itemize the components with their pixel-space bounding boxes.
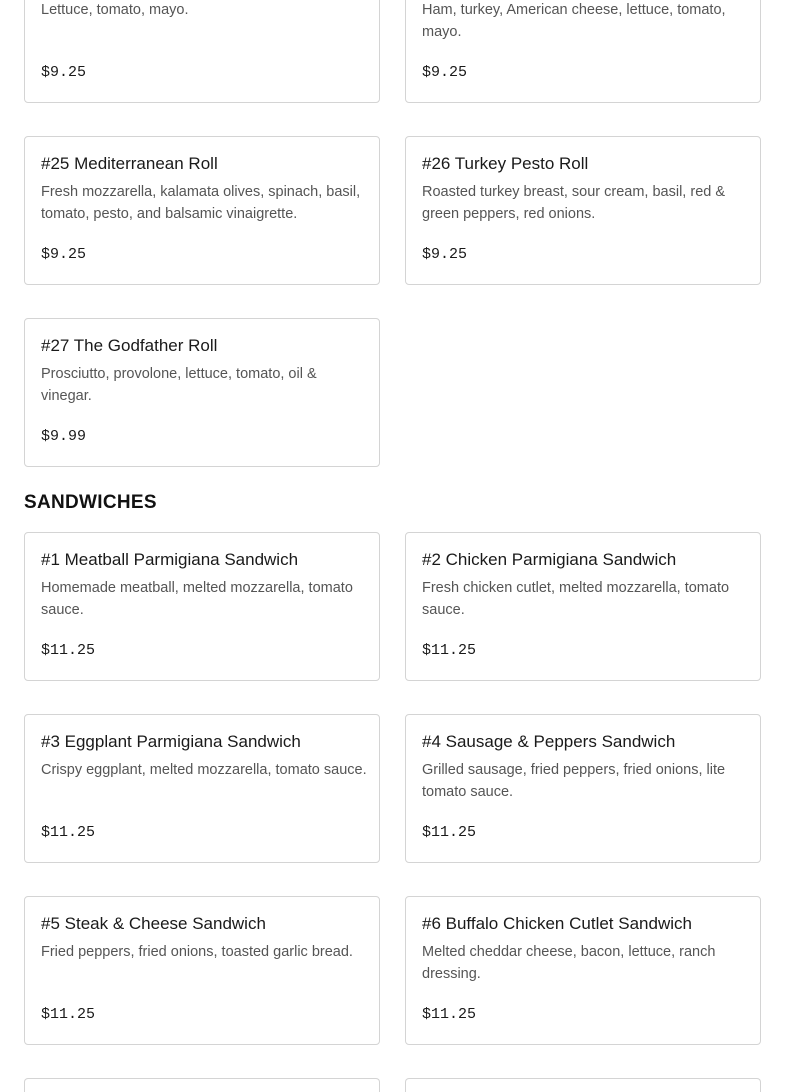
menu-item-price: $11.25 [422,1006,477,1023]
menu-item-price: $9.25 [422,64,468,81]
menu-item-description: Lettuce, tomato, mayo. [41,2,189,18]
menu-item-card[interactable] [405,896,761,1045]
section-title-sandwiches: SANDWICHES [24,492,157,513]
menu-item-name: #1 Meatball Parmigiana Sandwich [41,550,299,569]
menu-item-description: Crispy eggplant, melted mozzarella, tomato sauce. [41,762,367,778]
menu-item-card[interactable] [405,714,761,863]
menu-item-description: Grilled sausage, fried peppers, fried onions, lite tomato sauce. [422,762,726,800]
menu-item-description: Ham, turkey, American cheese, lettuce, tomato, mayo. [422,2,726,40]
menu-item-card[interactable] [405,1078,761,1092]
menu-item-description: Prosciutto, provolone, lettuce, tomato, oil & vinegar. [41,366,317,404]
menu-item-card[interactable] [24,532,380,681]
menu-item-price: $11.25 [41,642,96,659]
menu-item-description: Homemade meatball, melted mozzarella, tomato sauce. [41,580,353,618]
menu-item-description: Fried peppers, fried onions, toasted garlic bread. [41,944,353,960]
menu-item-price: $9.25 [422,246,468,263]
menu-item-card[interactable] [24,714,380,863]
menu-item-price: $9.25 [41,64,87,81]
menu-item-price: $9.99 [41,428,87,445]
menu-item-price: $9.25 [41,246,87,263]
menu-item-description: Fresh chicken cutlet, melted mozzarella, tomato sauce. [422,580,730,618]
menu-item-name: #2 Chicken Parmigiana Sandwich [422,550,677,569]
menu-item-card[interactable] [405,136,761,285]
menu-item-card[interactable] [24,1078,380,1092]
menu-item-card[interactable] [405,0,761,103]
menu-item-description: Melted cheddar cheese, bacon, lettuce, ranch dressing. [422,944,716,982]
menu-item-name: #6 Buffalo Chicken Cutlet Sandwich [422,914,692,933]
menu-item-name: #3 Eggplant Parmigiana Sandwich [41,732,301,751]
menu-item-name: #4 Sausage & Peppers Sandwich [422,732,676,751]
menu-item-description: Fresh mozzarella, kalamata olives, spinach, basil, tomato, pesto, and balsamic vinaigrette. [41,184,361,222]
menu-item-card[interactable] [24,896,380,1045]
menu-item-card[interactable] [405,532,761,681]
menu-item-description: Roasted turkey breast, sour cream, basil, red & green peppers, red onions. [422,184,726,222]
menu-item-name: #26 Turkey Pesto Roll [422,154,589,173]
menu-item-name: #5 Steak & Cheese Sandwich [41,914,266,933]
menu-item-card[interactable] [24,136,380,285]
menu-item-price: $11.25 [41,1006,96,1023]
menu-item-price: $11.25 [41,824,96,841]
menu-item-name: #27 The Godfather Roll [41,336,218,355]
menu-item-card[interactable] [24,318,380,467]
menu-item-price: $11.25 [422,824,477,841]
menu-item-card[interactable] [24,0,380,103]
menu-item-name: #25 Mediterranean Roll [41,154,218,173]
menu-item-price: $11.25 [422,642,477,659]
